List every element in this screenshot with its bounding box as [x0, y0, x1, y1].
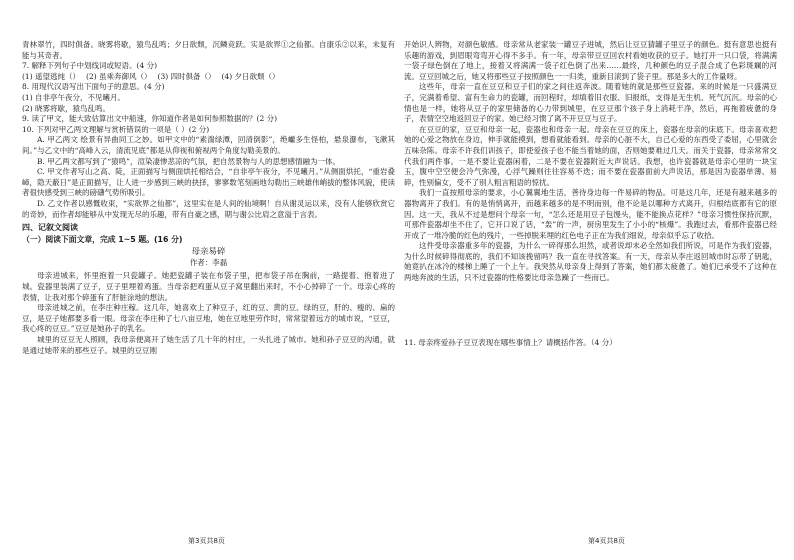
q10-option-b: B. 甲乙两文都写到了“猿鸣”，渲染凄惨悲凉的气氛，把自然景物与人的思想感情融为一体。 — [37, 156, 340, 166]
question-7: 7. 解释下列句子中划线词或短语。(4 分) — [22, 61, 158, 71]
left-column — [22, 40, 395, 356]
q7-option-1: (1) 遥望逃纯（） — [22, 71, 81, 81]
q8-item-1: (1) 自非亭午夜分，不见曦月。 — [22, 92, 126, 102]
story-paragraph-3: 城里的豆豆无人照顾，我母亲便离开了她生活了几十年的村庄，一头扎进了城市。她和孙子豆豆的沟通，就是通过她带来的那些豆子。城里的豆豆刚 — [22, 335, 395, 355]
question-9: 9. 读了甲文，能大致估算出文中船速，你知道作者是如何参照数据的？(2 分) — [22, 114, 278, 124]
q8-item-2: (2) 晓雾将歇，猿鸟乱鸣。 — [22, 103, 111, 113]
question-11: 11. 母亲疼爱孙子豆豆表现在哪些事情上？请概括作答。（4 分） — [404, 337, 617, 347]
question-7-options — [22, 72, 395, 83]
section-heading: 四、记叙文阅读 — [22, 223, 78, 233]
subsection-heading: （一）阅读下面文章，完成 1~5 题。(16 分) — [22, 234, 183, 244]
story-paragraph-4: 开始识人辨物，对颜色敏感。母亲常从老家装一罐豆子进城，然后让豆豆猜罐子里豆子的颜色。挺有意思也挺有乐趣的游戏，到眉眼弯弯开心得不多手。有一年，母亲带豆豆回农村看她收获的豆子。她打开一只口袋，将满满一袋子绿色倒在了地上，接着又将满满一袋子红色倒了出来……最终，几种颜色的豆子混合成了色彩斑斓的河流。豆豆回城之后，她又将那些豆子按照颜色一一归类，重新目滚到了袋子里。那是多大的工作量呀。 — [404, 40, 777, 81]
page-number-right: 第4页共8页 — [588, 537, 625, 545]
story-paragraph-1: 母亲进城来，怀里抱着一只瓷罐子。她把瓷罐子装在布袋子里，把布袋子吊在胸前，一路提着、抱着进了城。瓷器里装满了豆子，豆子里埋着鸡蛋。当母亲把鸡蛋从豆子窝里翻出来时，不小心掉碎了一个。母亲心疼的表情，让我对那个碎蛋有了肝脏涂地的想法。 — [22, 271, 395, 302]
story-title: 母亲易碎 — [191, 247, 226, 258]
story-paragraph-7: 我们一直按照母亲的要求，小心翼翼地生活，善待身边每一件易碎的物品。可是这几年，还是有越来越多的器物离开了我们。有的是悄悄离开，而越来越多的是不明而别，他不论是以哪种方式离开，归根结底都有它的原因。这一天，我从不过是想问个母亲一句，“怎么还是用豆子包馒头，能不能换点花样？”母亲习惯性保持沉默，可那件瓷器却坐不住了，它开口说了话，“轰”的一声，厨房里发生了小小的“核爆”。我跑过去，看那件瓷器已经开成了一堆冷脆的红色的残片，一些掉脱来埋的红色电子正在为我们细说，母亲似乎忘了收拾。 — [404, 188, 777, 240]
q7-option-4: (4) 夕日欲颓（） — [221, 71, 280, 81]
story-paragraph-6: 在豆豆的家，豆豆和母亲一起，瓷器也和母亲一起。母亲在豆豆的床上，瓷器在母亲的床底下。母亲喜欢把她的心爱之物放在身边，伸手就能摸到，想看就能看到。母亲的心脏不大，自己心爱的东西受了委屈，心里就会五味杂陈。母亲不许我们训孩子，即使爱孩子也不能当着她的面，否则她要难过几天。而关于瓷器，母亲常常交代我们两件事。一是不要让瓷器闲着，二是不要在瓷器附近大声说话。我想，也许瓷器就是母亲心里的一块宝玉，腹中空空便会冷气弥漫，心浮气躁则往往容易不迭；而不要在瓷器面前大声说话，那是因为瓷器单薄、易碎，性别偏女，受不了别人粗言粗语的惊扰。 — [404, 124, 777, 187]
question-10: 10. 下列对甲乙两文理解与赏析错误的一项是（ ）(2 分) — [22, 124, 210, 134]
story-author: 作者：李磊 — [189, 257, 228, 267]
q10-option-d: D. 乙文作者以感慨收束，“实欲界之仙都”，这里实在是人间的仙境啊！自从谢灵运以来，没有人能够欣赏它的奇妙，而作者却能够从中发现无尽的乐趣，带有自豪之感，期与谢公比肩之意溢于言表。 — [22, 198, 395, 219]
question-8: 8. 用现代汉语写出下面句子的意思。(4 分) — [22, 82, 165, 92]
intro-paragraph: 青林翠竹，四时俱备。晓雾将歇，猿鸟乱鸣；夕日欲颓，沉鳞竞跃。实是欲界①之仙都。自康乐②以来，未复有能与其奇者。 — [22, 40, 395, 60]
page-number-left: 第3页共8页 — [188, 537, 225, 545]
q10-option-c: C. 甲文作者写山之高、陡，正面描写与侧面烘托相结合，“自非亭午夜分，不见曦月。”从侧面烘托，“重岩叠嶂，隐天蔽日”是正面描写，让人进一步感到三峡的抉择，寥寥数笔刻画地勾勒出三峡雄伟峭拔的整体风貌，使读者很快感受到三峡的磅礴气势所吸引。 — [22, 167, 395, 198]
q7-option-2: (2) 虽乘奔御风（） — [86, 71, 152, 81]
right-column — [404, 40, 777, 348]
q10-option-a: A. 甲乙两文 绘景有异曲同工之妙。如甲文中的“素湍绿潭，回清倒影”，绝巘多生怪柏，悬泉瀑布，飞漱其间。”与乙文中的“高峰入云，清流见底”都是从仰视和俯视两个角度勾勒美景的。 — [22, 135, 395, 155]
q7-option-3: (3) 四时俱备（） — [157, 71, 216, 81]
story-paragraph-8: 这件受母亲器重多年的瓷器，为什么一碎得那么坦然，或者说却未必全然如我们所说，可是作为我们瓷器，为什么时候碎得彻底的，我们不知该挽留吗？我一直在寻找答案。有一天，母亲从李庄返回城市时忘带了钥匙，她竟扒在冰冷的楼梯上睡了一个上午。我突然从母亲身上得到了答案，她们都太疲惫了。她们已承受不了这种在两地奔波的生活，只不过瓷器的性格要比母亲急躁了一些而已。 — [404, 241, 777, 283]
story-paragraph-5: 这些年，母亲一直在豆豆和豆子们的家之间往返奔波。随着她的就是那些豆瓷器。来的时候是一只盛满豆子，完满着希望、富有生命力的瓷罐，而回程时，却填着旧衣服、旧报纸，支得是无生机、死气沉沉。母亲的心情也是一样，她将从豆子的家里储备的心力带到城里，在豆豆那个孩子身上消耗干净，然后，再拖着疲惫的身子，表情空空地返回豆子的家。她已经习惯了离不开豆豆与豆子。 — [404, 82, 777, 124]
story-paragraph-2: 母亲进城之前，在李庄种庄稼。这几年，她喜欢上了种豆子，红的豆、黄的豆、绿的豆，肝的、瘦的、扁的豆，是豆子她都要多看一眼。母亲在李庄种了七八亩豆地，她在豆地里劳作时，常常望着远方的城市说，“豆豆，我心疼的豆豆。”豆豆是她孙子的乳名。 — [22, 303, 395, 334]
